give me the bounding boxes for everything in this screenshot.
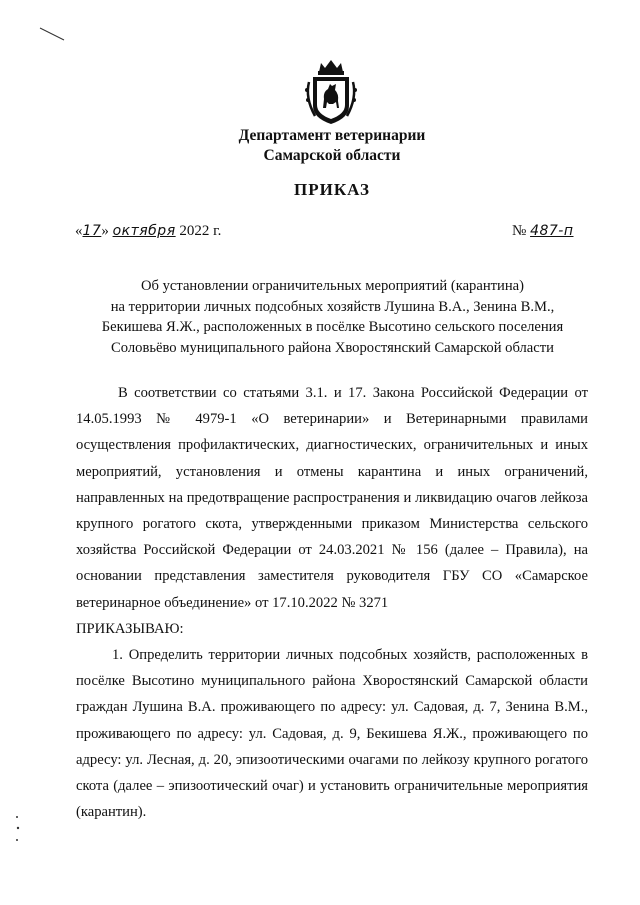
- date-month-handwritten: октября: [112, 223, 176, 239]
- subject-line-2: на территории личных подсобных хозяйств Лушина В.А., Зенина В.М.,: [110, 298, 555, 315]
- scan-edge-marks: [14, 813, 22, 843]
- scan-mark: [38, 26, 66, 42]
- department-line-1: Департамент ветеринарии: [238, 127, 426, 144]
- order-number: [512, 223, 574, 240]
- order-date: [75, 223, 221, 240]
- subject-line-3: Бекишева Я.Ж., расположенных в посёлке Высотино сельского поселения: [101, 319, 564, 335]
- order-subject: [70, 276, 595, 358]
- document-type-title: ПРИКАЗ: [294, 180, 370, 199]
- date-close-quote: »: [101, 223, 109, 239]
- number-sign: №: [512, 223, 527, 239]
- subject-line-4: Соловьёво муниципального района Хворостянский Самарской области: [111, 339, 554, 356]
- order-item-1: 1. Определить территории личных подсобных хозяйств, расположенных в посёлке Высотино муниципального района Хворостянский Самарской области граждан Лушина В.А. проживающего по адресу: ул. Садовая, д. 7, Зенина В.М., проживающего по адресу: ул. Садовая, д. 9, Бекишева Я.Ж., проживающего по адресу: ул. Лесная, д. 20, эпизоотическими очагами по лейкозу крупного рогатого скота (далее – эпизоотический очаг) и установить ограничительные мероприятия (карантин).: [76, 647, 588, 821]
- coat-of-arms-emblem: [303, 58, 359, 126]
- preamble-paragraph: В соответствии со статьями 3.1. и 17. Закона Российской Федерации от 14.05.1993 № 4979-1 «О ветеринарии» и Ветеринарными правилами осуществления профилактических, диагностических, ограничительных и иных мероприятий, установления и отмены карантина и иных ограничений, направленных на предотвращение распространения и ликвидацию очагов лейкоза крупного рогатого скота, утвержденными приказом Министерства сельского хозяйства Российской Федерации от 24.03.2021 № 156 (далее – Правила), на основании представления заместителя руководителя ГБУ СО «Самарское ветеринарное объединение» от 17.10.2022 № 3271: [76, 385, 588, 611]
- date-open-quote: «: [75, 223, 83, 239]
- department-name: [0, 126, 640, 166]
- order-body: [76, 380, 588, 825]
- department-line-2: Самарской области: [263, 147, 401, 164]
- order-number-handwritten: 487-п: [530, 223, 574, 239]
- order-directive-word: ПРИКАЗЫВАЮ:: [76, 620, 184, 637]
- date-day-handwritten: 17: [82, 223, 102, 239]
- subject-line-1: Об установлении ограничительных мероприятий (карантина): [141, 278, 524, 294]
- date-year: 2022 г.: [179, 223, 222, 239]
